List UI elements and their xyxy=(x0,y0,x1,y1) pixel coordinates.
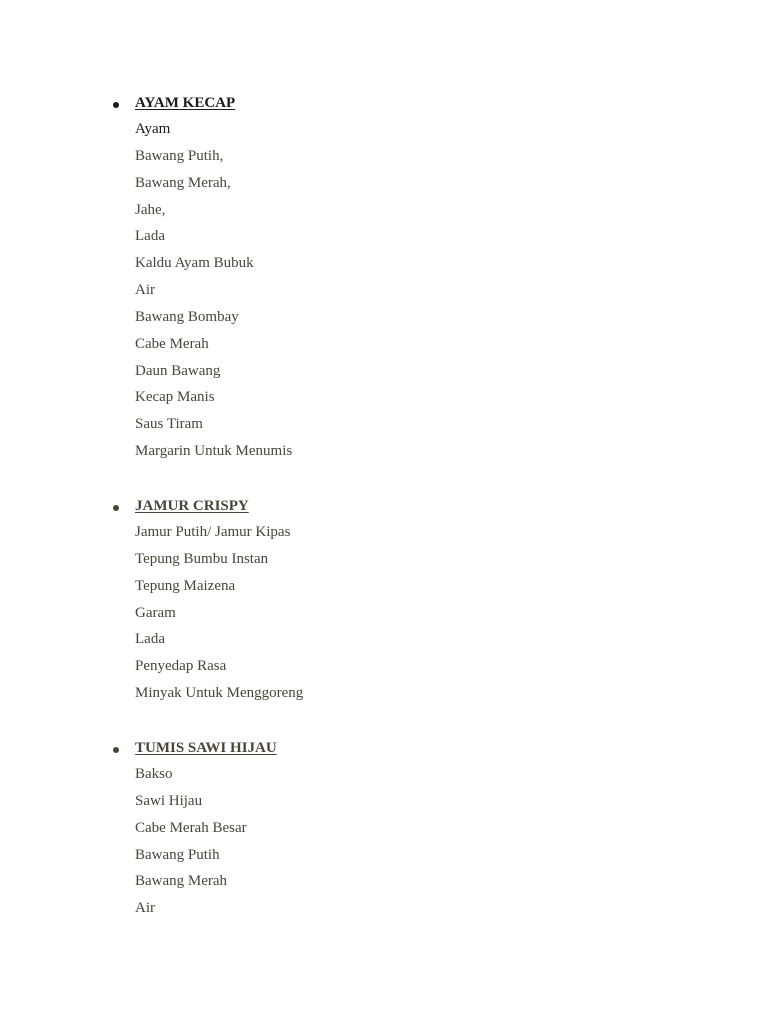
ingredient-list xyxy=(108,116,668,465)
ingredient-list xyxy=(108,519,668,707)
ingredient-item: Kaldu Ayam Bubuk xyxy=(135,255,254,272)
recipe-section-ayam-kecap xyxy=(108,93,668,465)
ingredient-item: Jahe, xyxy=(135,201,166,218)
ingredient-item: Cabe Merah xyxy=(135,335,209,352)
ingredient-item: Jamur Putih/ Jamur Kipas xyxy=(135,524,291,540)
ingredient-item: Lada xyxy=(135,228,165,245)
bullet-icon xyxy=(113,747,119,753)
recipe-section-jamur-crispy xyxy=(108,496,668,707)
ingredient-item: Garam xyxy=(135,604,176,621)
section-heading-row xyxy=(108,93,668,116)
ingredient-item: Penyedap Rasa xyxy=(135,658,227,675)
section-heading-row xyxy=(108,738,668,761)
section-title: TUMIS SAWI HIJAU xyxy=(135,740,277,756)
ingredient-list xyxy=(108,761,668,922)
ingredient-item: Kecap Manis xyxy=(135,389,215,406)
ingredient-item: Ayam xyxy=(135,121,171,137)
ingredient-item: Bawang Putih xyxy=(135,846,220,863)
section-title: JAMUR CRISPY xyxy=(135,498,249,514)
ingredient-item: Tepung Bumbu Instan xyxy=(135,550,269,567)
ingredient-item: Air xyxy=(135,282,155,299)
recipe-section-tumis-sawi-hijau xyxy=(108,738,668,922)
ingredient-item: Bawang Merah, xyxy=(135,174,231,191)
ingredient-item: Minyak Untuk Menggoreng xyxy=(135,685,304,702)
ingredient-item: Bawang Merah xyxy=(135,873,228,890)
bullet-icon xyxy=(113,102,119,108)
bullet-icon xyxy=(113,505,119,511)
section-heading-row xyxy=(108,496,668,519)
ingredient-item: Tepung Maizena xyxy=(135,577,236,594)
section-title: AYAM KECAP xyxy=(135,95,236,111)
ingredient-item: Bawang Bombay xyxy=(135,308,239,325)
ingredient-item: Bawang Putih, xyxy=(135,147,224,164)
ingredient-item: Margarin Untuk Menumis xyxy=(135,443,293,460)
ingredient-item: Saus Tiram xyxy=(135,416,203,433)
ingredient-item: Lada xyxy=(135,631,165,648)
ingredient-item: Air xyxy=(135,900,155,917)
ingredient-item: Cabe Merah Besar xyxy=(135,819,247,836)
ingredient-item: Sawi Hijau xyxy=(135,792,203,809)
ingredient-item: Daun Bawang xyxy=(135,362,221,379)
ingredient-item: Bakso xyxy=(135,766,173,782)
